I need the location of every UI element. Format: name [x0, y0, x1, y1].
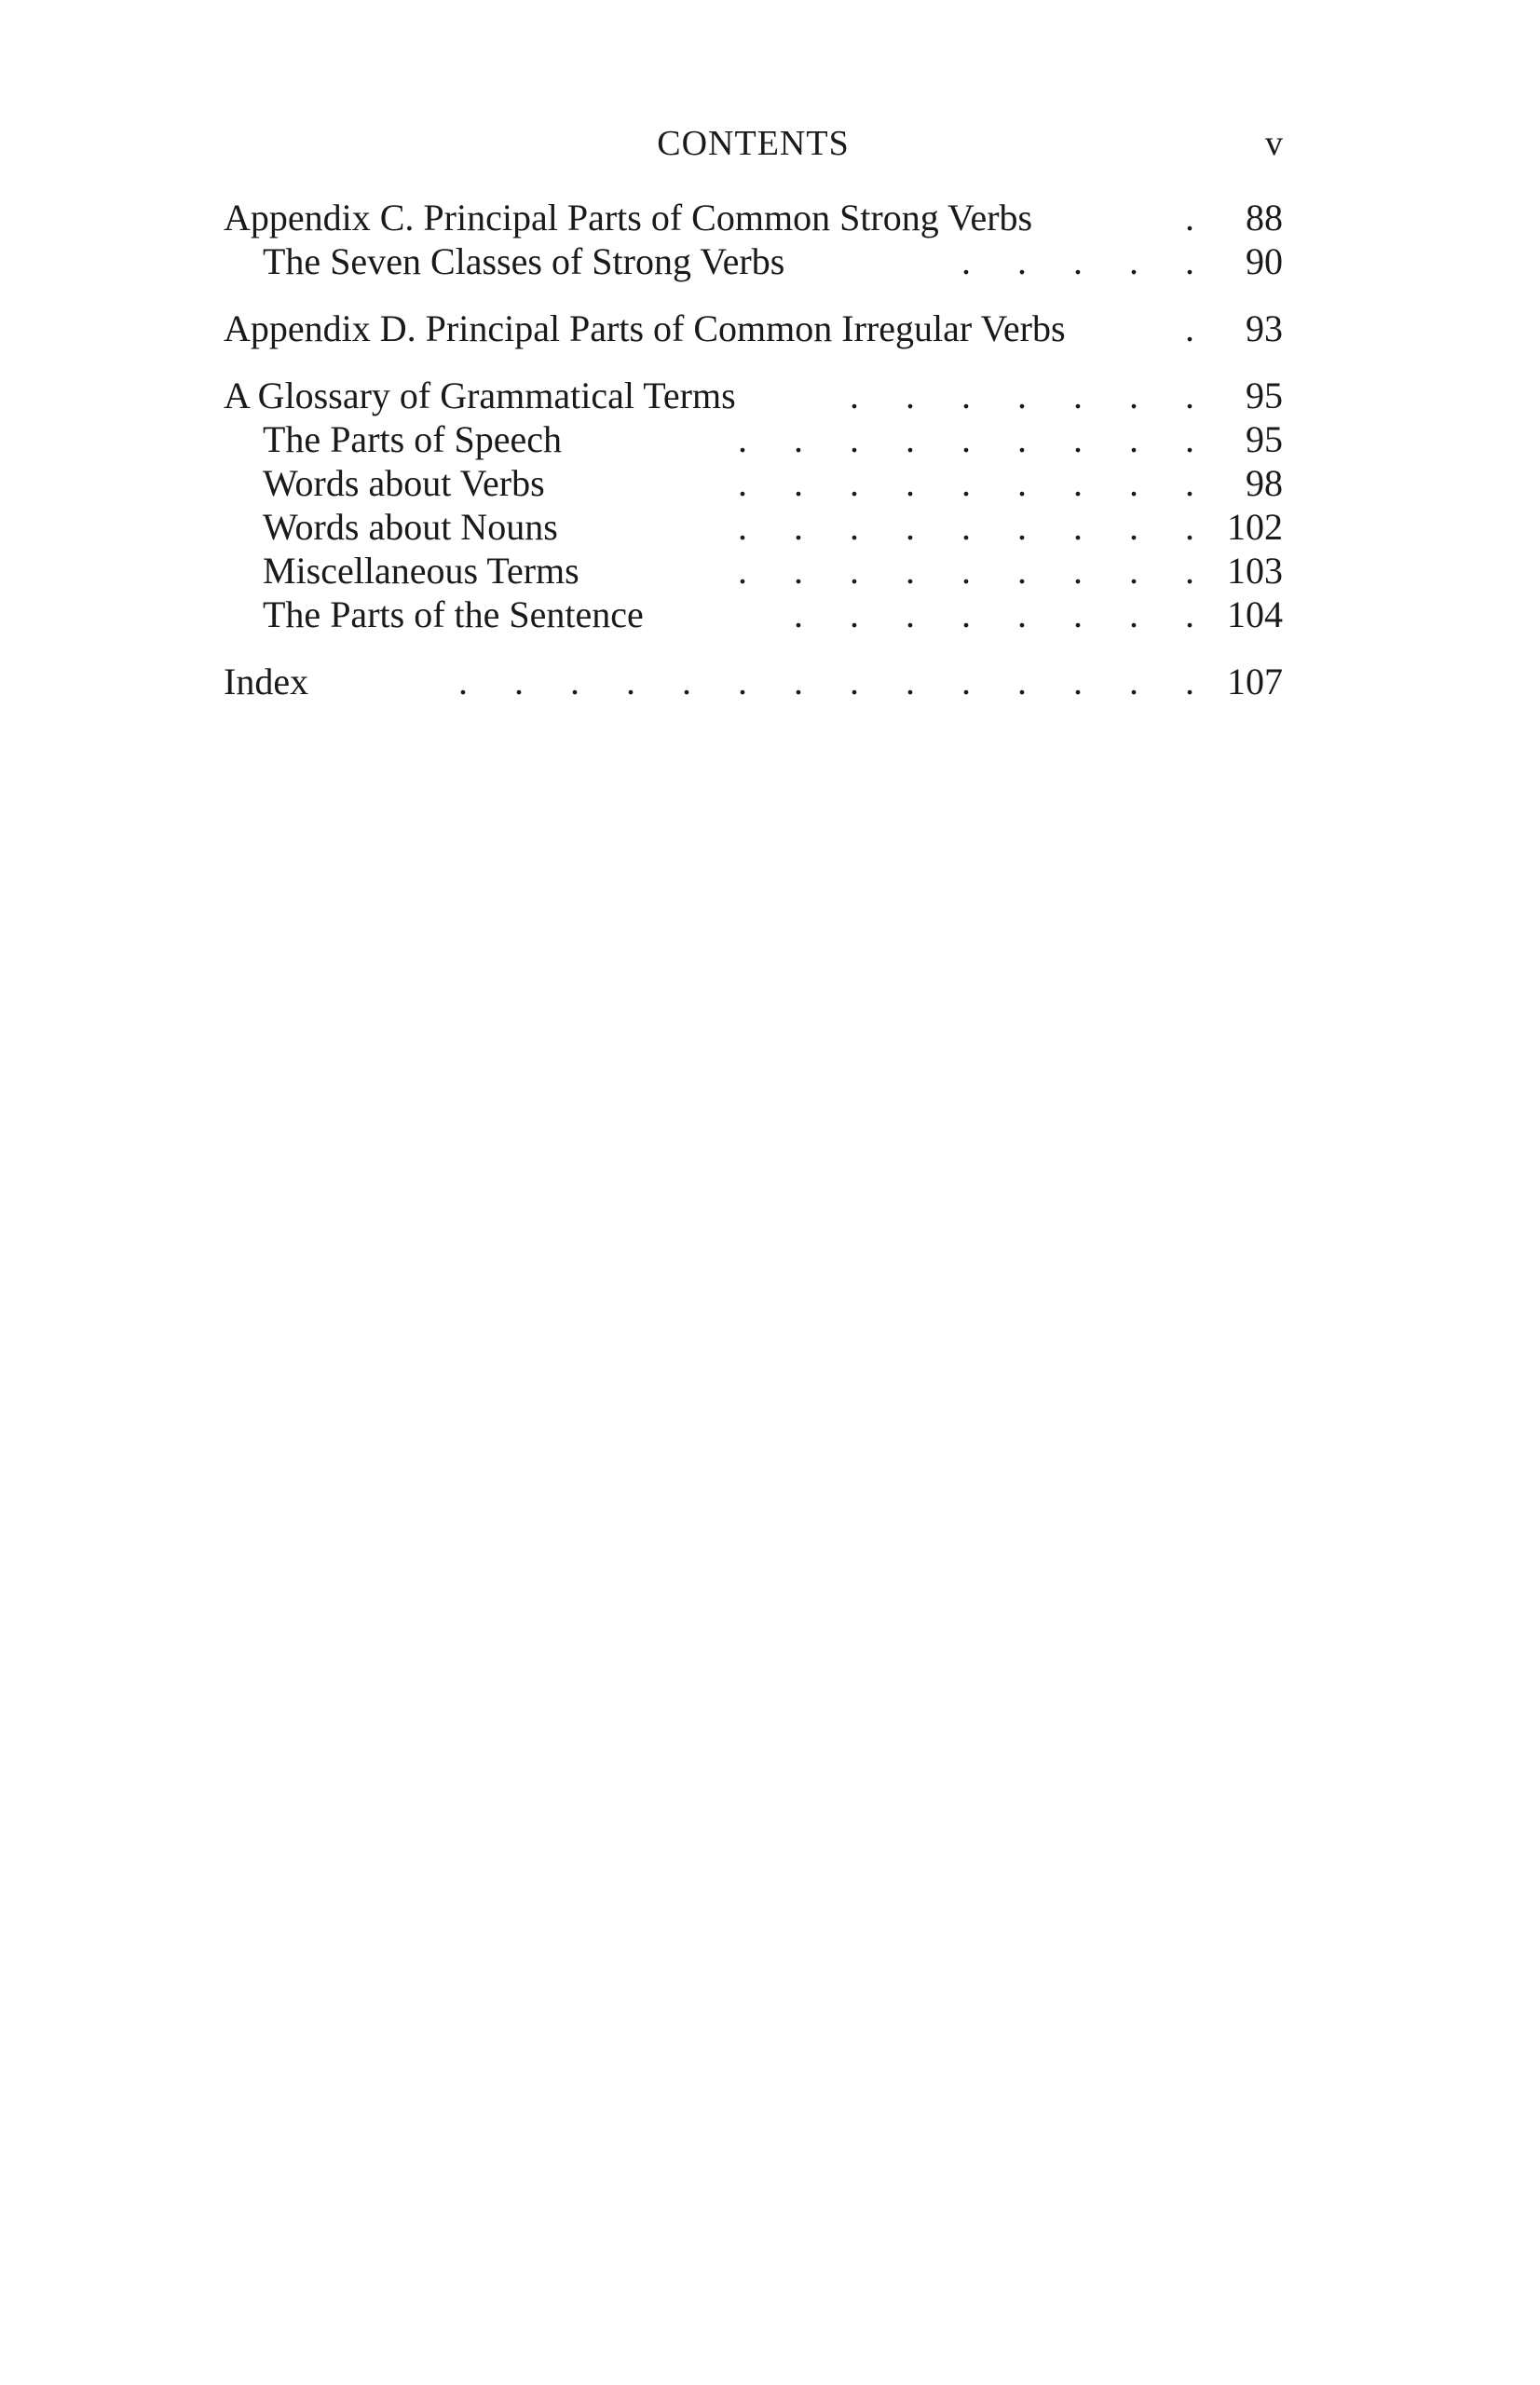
entry-title: Index [224, 661, 309, 702]
entry-title: Words about Nouns [263, 506, 558, 548]
entry-page-number: 95 [1246, 375, 1283, 416]
entry-page-number: 95 [1246, 418, 1283, 460]
dot-leader: . . . . . . . [850, 375, 1194, 416]
entry-page-number: 107 [1227, 661, 1283, 702]
dot-leader: . . . . . . . . . [738, 418, 1194, 460]
dot-leader: . . . . . . . . . [738, 462, 1194, 504]
toc-group [224, 374, 1283, 636]
dot-leader: . [1185, 197, 1194, 238]
entry-page-number: 103 [1227, 550, 1283, 592]
toc-subentry [224, 505, 1283, 549]
dot-leader: . [1185, 307, 1194, 349]
entry-page-number: 98 [1246, 462, 1283, 504]
page-number: v [1265, 124, 1283, 163]
toc-entry [224, 307, 1283, 350]
toc-subentry [224, 549, 1283, 593]
entry-page-number: 93 [1246, 307, 1283, 349]
entry-title: Appendix D. Principal Parts of Common Irregular Verbs [224, 307, 1066, 349]
dot-leader: . . . . . . . . . [738, 550, 1194, 592]
dot-leader: . . . . . . . . . [738, 506, 1194, 548]
entry-title: A Glossary of Grammatical Terms [224, 375, 736, 416]
page-title: CONTENTS [657, 124, 850, 163]
toc-subentry [224, 417, 1283, 461]
toc-subentry [224, 239, 1283, 283]
dot-leader: . . . . . . . . [794, 593, 1194, 635]
toc-entry [224, 660, 1283, 703]
toc-group [224, 307, 1283, 350]
entry-title: The Parts of Speech [263, 418, 563, 460]
entry-title: Appendix C. Principal Parts of Common Strong Verbs [224, 197, 1033, 238]
toc-group [224, 196, 1283, 283]
entry-title: Words about Verbs [263, 462, 545, 504]
table-of-contents [224, 196, 1283, 727]
entry-page-number: 104 [1227, 593, 1283, 635]
entry-title: The Seven Classes of Strong Verbs [263, 240, 785, 282]
toc-subentry [224, 461, 1283, 505]
entry-title: Miscellaneous Terms [263, 550, 579, 592]
entry-title: The Parts of the Sentence [263, 593, 644, 635]
toc-entry [224, 374, 1283, 417]
toc-group [224, 660, 1283, 703]
running-head [224, 119, 1283, 168]
entry-page-number: 90 [1246, 240, 1283, 282]
toc-subentry [224, 593, 1283, 636]
entry-page-number: 88 [1246, 197, 1283, 238]
dot-leader: . . . . . [961, 240, 1194, 282]
dot-leader: . . . . . . . . . . . . . . [458, 661, 1194, 702]
toc-entry [224, 196, 1283, 239]
entry-page-number: 102 [1227, 506, 1283, 548]
